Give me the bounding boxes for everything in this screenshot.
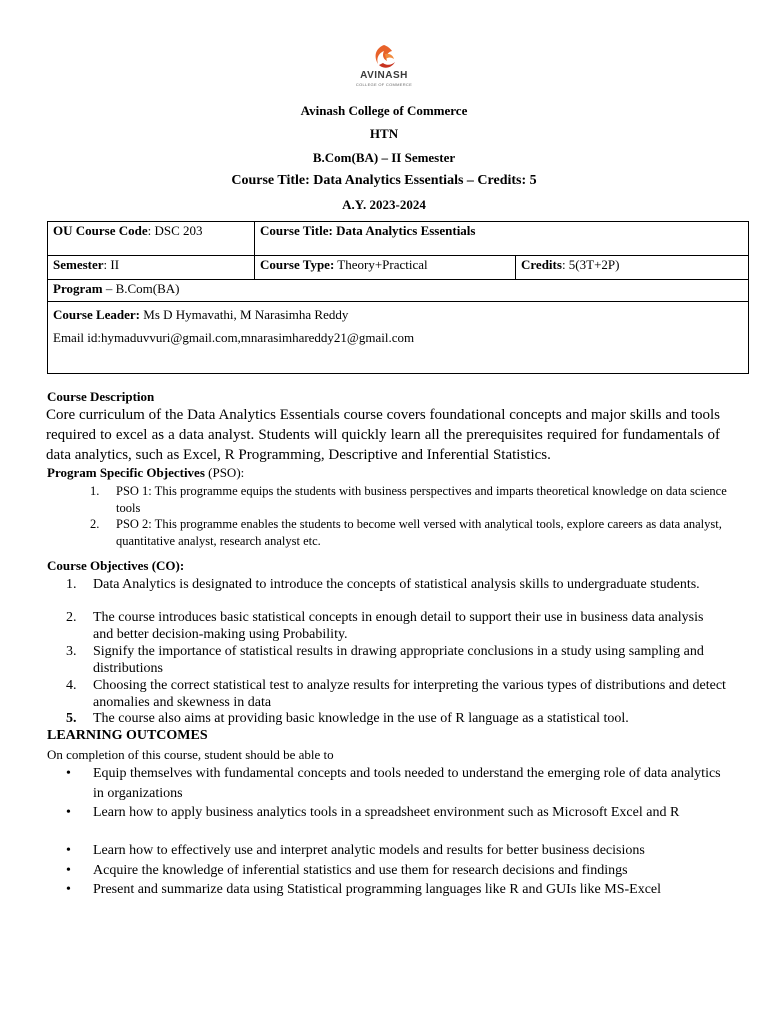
credits-value: : 5(3T+2P)	[561, 257, 620, 272]
list-number: 2.	[90, 517, 100, 531]
list-item-text: Signify the importance of statistical results in drawing appropriate conclusions in a study using sampling and distributions	[93, 644, 704, 676]
list-item-text: PSO 2: This programme enables the students to become well versed with analytical tools, explore careers as data analyst, quantitative analyst, research analyst etc.	[116, 517, 722, 548]
course-description-text: Core curriculum of the Data Analytics Essentials course covers foundational concepts and major skills and tools required to excel as a data analyst. Students will quickly learn all the prerequisites required for fundamentals of data analytics, such as Excel, R Programming, Descriptive and Inferential Statistics.	[46, 407, 720, 463]
table-row	[48, 256, 749, 280]
list-item	[66, 678, 726, 711]
course-type-value: Theory+Practical	[334, 257, 428, 272]
program-semester: B.Com(BA) – II Semester	[312, 150, 456, 165]
logo-tagline: COLLEGE OF COMMERCE	[355, 82, 413, 87]
program-cell	[48, 280, 749, 302]
bullet-icon: •	[66, 766, 71, 781]
list-item	[66, 577, 726, 594]
list-number: 2.	[66, 610, 77, 625]
list-number: 5.	[66, 711, 77, 726]
semester-value: : II	[103, 257, 120, 272]
course-title-cell	[255, 222, 749, 256]
bullet-icon: •	[66, 863, 71, 878]
learning-outcomes-heading: LEARNING OUTCOMES	[47, 728, 208, 743]
list-number: 3.	[66, 644, 77, 659]
course-leader-value: Ms D Hymavathi, M Narasimha Reddy	[140, 307, 349, 322]
logo-wordmark: AVINASH	[360, 70, 408, 81]
bullet-icon: •	[66, 882, 71, 897]
course-description-heading: Course Description	[47, 389, 155, 404]
course-code-label: OU Course Code	[53, 223, 148, 238]
list-number: 1.	[66, 577, 77, 592]
list-item-text: The course also aims at providing basic knowledge in the use of R language as a statistical tool.	[93, 711, 629, 726]
program-value: – B.Com(BA)	[102, 281, 180, 296]
credits-cell	[516, 256, 749, 280]
list-item	[66, 803, 726, 823]
course-code-value: : DSC 203	[147, 223, 203, 238]
table-row	[48, 222, 749, 256]
credits-label: Credits	[521, 257, 562, 272]
table-row	[48, 302, 749, 374]
course-type-cell	[255, 256, 516, 280]
course-leader-label: Course Leader:	[53, 307, 141, 322]
list-item-text: Equip themselves with fundamental concepts and tools needed to understand the emerging role of data analytics in organizations	[93, 766, 721, 801]
list-item-text: Learn how to effectively use and interpret analytic models and results for better business decisions	[93, 843, 645, 858]
program-label: Program	[53, 281, 103, 296]
list-item	[66, 711, 726, 728]
course-objectives-heading: Course Objectives (CO):	[47, 558, 185, 573]
branch-name: HTN	[369, 126, 399, 141]
flame-logo-icon	[370, 44, 398, 70]
list-item	[90, 483, 730, 516]
bullet-icon: •	[66, 805, 71, 820]
bullet-icon: •	[66, 843, 71, 858]
list-item	[66, 880, 726, 900]
list-item	[66, 610, 726, 643]
list-item-text: PSO 1: This programme equips the students with business perspectives and imparts theoretical knowledge on data science tools	[116, 484, 727, 515]
list-item-text: Choosing the correct statistical test to analyze results for interpreting the various types of distributions and detect anomalies and skewness in data	[93, 678, 726, 710]
table-row	[48, 280, 749, 302]
list-number: 4.	[66, 678, 77, 693]
college-name: Avinash College of Commerce	[300, 103, 468, 118]
semester-label: Semester	[53, 257, 104, 272]
semester-cell	[48, 256, 255, 280]
list-item	[66, 764, 726, 803]
list-item-text: Data Analytics is designated to introduce the concepts of statistical analysis skills to undergraduate students.	[93, 577, 700, 592]
list-item	[66, 841, 726, 861]
list-item	[90, 516, 730, 549]
list-item-text: The course introduces basic statistical concepts in enough detail to support their use in business data analysis and better decision-making using Probability.	[93, 610, 704, 642]
course-info-table	[47, 221, 749, 374]
list-item-text: Acquire the knowledge of inferential statistics and use them for research decisions and findings	[93, 863, 628, 878]
college-logo	[348, 44, 420, 90]
course-title-line: Course Title: Data Analytics Essentials – Credits: 5	[231, 173, 537, 188]
list-number: 1.	[90, 484, 100, 498]
list-item-text: Learn how to apply business analytics tools in a spreadsheet environment such as Microsoft Excel and R	[93, 805, 680, 820]
list-item	[66, 861, 726, 881]
learning-outcomes-intro: On completion of this course, student should be able to	[47, 747, 334, 762]
course-type-label: Course Type:	[260, 257, 335, 272]
course-leader-cell	[48, 302, 749, 374]
list-item-text: Present and summarize data using Statistical programming languages like R and GUIs like MS-Excel	[93, 882, 662, 897]
list-item	[66, 644, 726, 677]
course-code-cell	[48, 222, 255, 256]
email-line: Email id:hymaduvvuri@gmail.com,mnarasimhareddy21@gmail.com	[53, 330, 415, 345]
pso-heading	[47, 465, 727, 481]
course-title-label: Course Title: Data Analytics Essentials	[260, 223, 476, 238]
academic-year: A.Y. 2023-2024	[342, 197, 426, 212]
pso-heading-label: Program Specific Objectives	[47, 465, 205, 480]
pso-heading-suffix: (PSO):	[204, 465, 245, 480]
